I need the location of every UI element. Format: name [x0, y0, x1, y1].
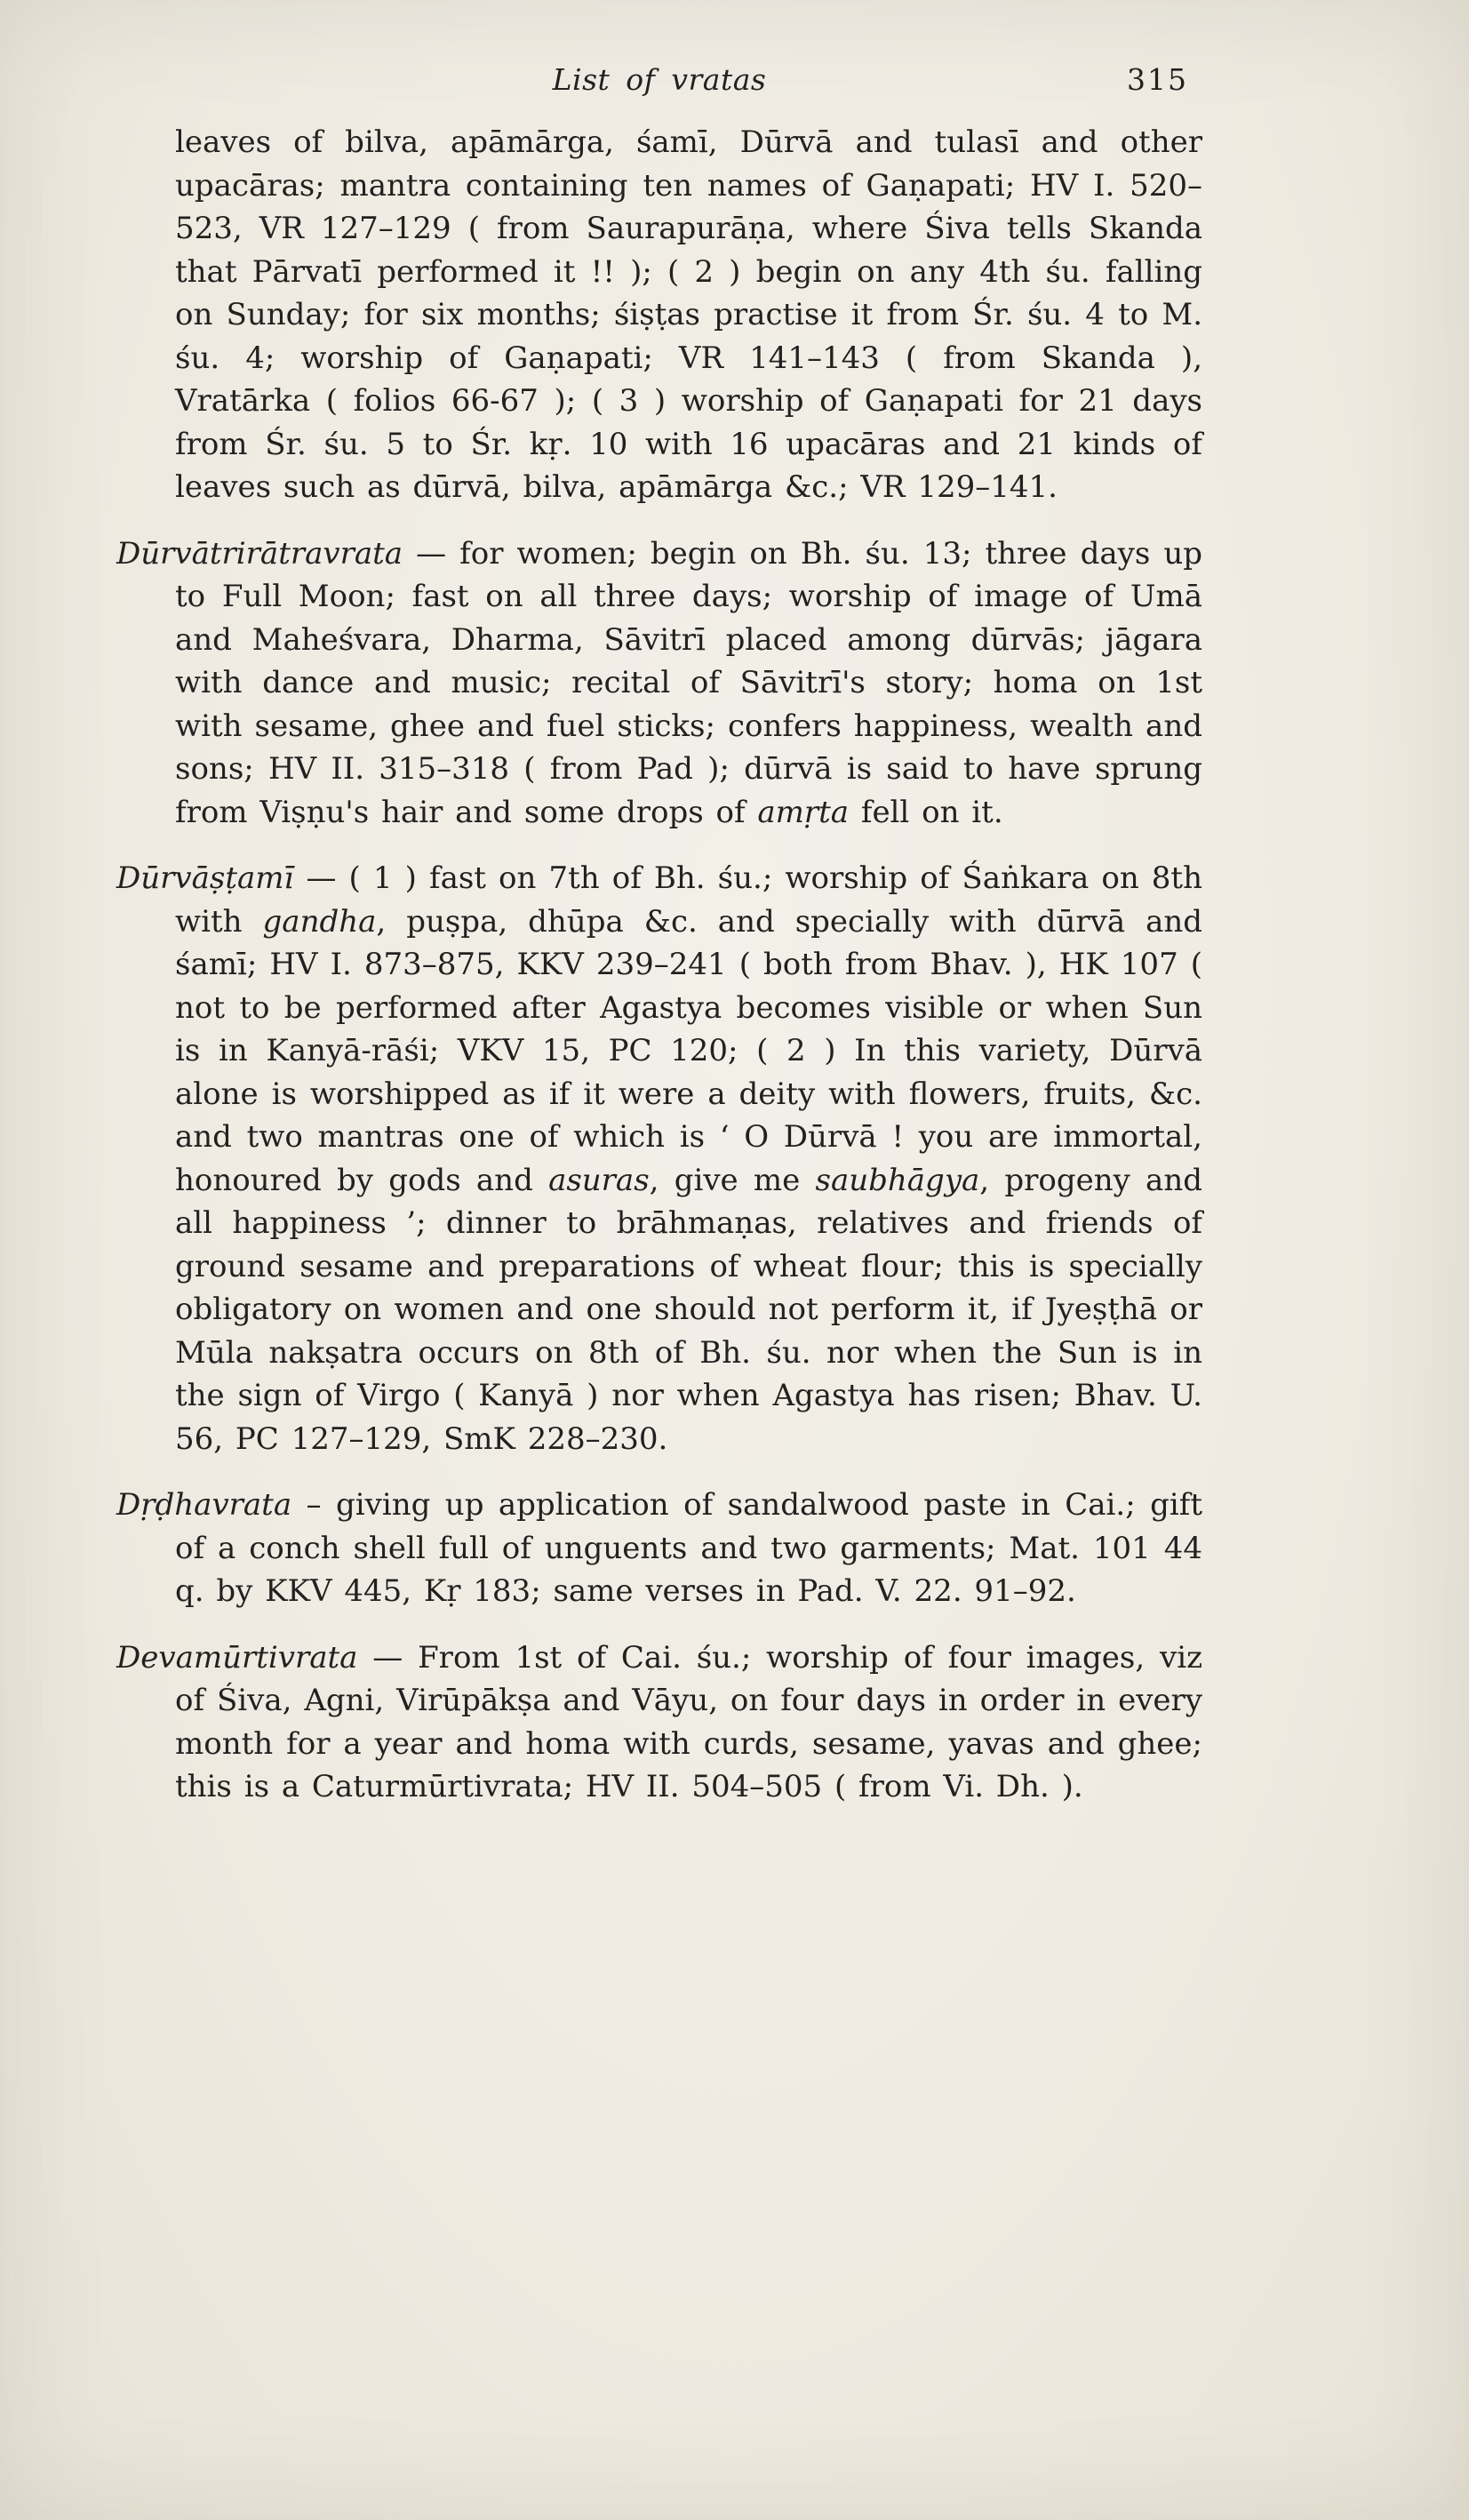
- paragraph-text: leaves of bilva, apāmārga, śamī, Dūrvā and tulasī and other upacāras; mantra containing ten names of Gaṇapati; HV I. 520–523, VR 127–129 ( from Saurapurāṇa, where Śiva tells Skanda that Pārvatī performed it !! ); ( 2 ) begin on any 4th śu. falling on Sunday; for six months; śiṣṭas practise it from Śr. śu. 4 to M. śu. 4; worship of Gaṇapati; VR 141–143 ( from Skanda ), Vratārka ( folios 66-67 ); ( 3 ) worship of Gaṇapati for 21 days from Śr. śu. 5 to Śr. kṛ. 10 with 16 upacāras and 21 kinds of leaves such as dūrvā, bilva, apāmārga &c.; VR 129–141.: [175, 124, 1202, 505]
- entry-term: Dṛḍhavrata: [116, 1487, 292, 1523]
- entry-drdhavrata: [116, 1484, 1202, 1613]
- entry-body: — From 1st of Cai. śu.; worship of four images, viz of Śiva, Agni, Virūpākṣa and Vāyu, on four days in order in every month for a year and homa with curds, sesame, yavas and ghee; this is a Caturmūrtivrata; HV II. 504–505 ( from Vi. Dh. ).: [175, 1639, 1202, 1804]
- entry-durvastami: [116, 857, 1202, 1460]
- page-number: 315: [1127, 62, 1188, 97]
- continuation-paragraph: [116, 121, 1202, 509]
- entry-term: Dūrvātrirātravrata: [116, 535, 403, 572]
- running-title: List of vratas: [552, 62, 767, 97]
- page-header: [116, 62, 1202, 107]
- entry-body: – giving up application of sandalwood paste in Cai.; gift of a conch shell full of unguents and two garments; Mat. 101 44 q. by KKV 445, Kṛ 183; same verses in Pad. V. 22. 91–92.: [175, 1487, 1202, 1609]
- entry-devamurtivrata: [116, 1636, 1202, 1809]
- text-block: [116, 121, 1202, 1832]
- entry-term: Devamūrtivrata: [116, 1639, 358, 1676]
- entry-body: — ( 1 ) fast on 7th of Bh. śu.; worship of Śaṅkara on 8th with gandha, puṣpa, dhūpa &c. and specially with dūrvā and śamī; HV I. 873–875, KKV 239–241 ( both from Bhav. ), HK 107 ( not to be performed after Agastya becomes visible or when Sun is in Kanyā-rāśi; VKV 15, PC 120; ( 2 ) In this variety, Dūrvā alone is worshipped as if it were a deity with flowers, fruits, &c. and two mantras one of which is ‘ O Dūrvā ! you are immortal, honoured by gods and asuras, give me saubhāgya, progeny and all happiness ’; dinner to brāhmaṇas, relatives and friends of ground sesame and preparations of wheat flour; this is specially obligatory on women and one should not perform it, if Jyeṣṭhā or Mūla nakṣatra occurs on 8th of Bh. śu. nor when the Sun is in the sign of Virgo ( Kanyā ) nor when Agastya has risen; Bhav. U. 56, PC 127–129, SmK 228–230.: [175, 860, 1202, 1457]
- entry-term: Dūrvāṣṭamī: [116, 860, 294, 896]
- entry-durvatriratravrata: [116, 532, 1202, 835]
- entry-body: — for women; begin on Bh. śu. 13; three days up to Full Moon; fast on all three days; worship of image of Umā and Maheśvara, Dharma, Sāvitrī placed among dūrvās; jāgara with dance and music; recital of Sāvitrī's story; homa on 1st with sesame, ghee and fuel sticks; confers happiness, wealth and sons; HV II. 315–318 ( from Pad ); dūrvā is said to have sprung from Viṣṇu's hair and some drops of amṛta fell on it.: [175, 535, 1202, 830]
